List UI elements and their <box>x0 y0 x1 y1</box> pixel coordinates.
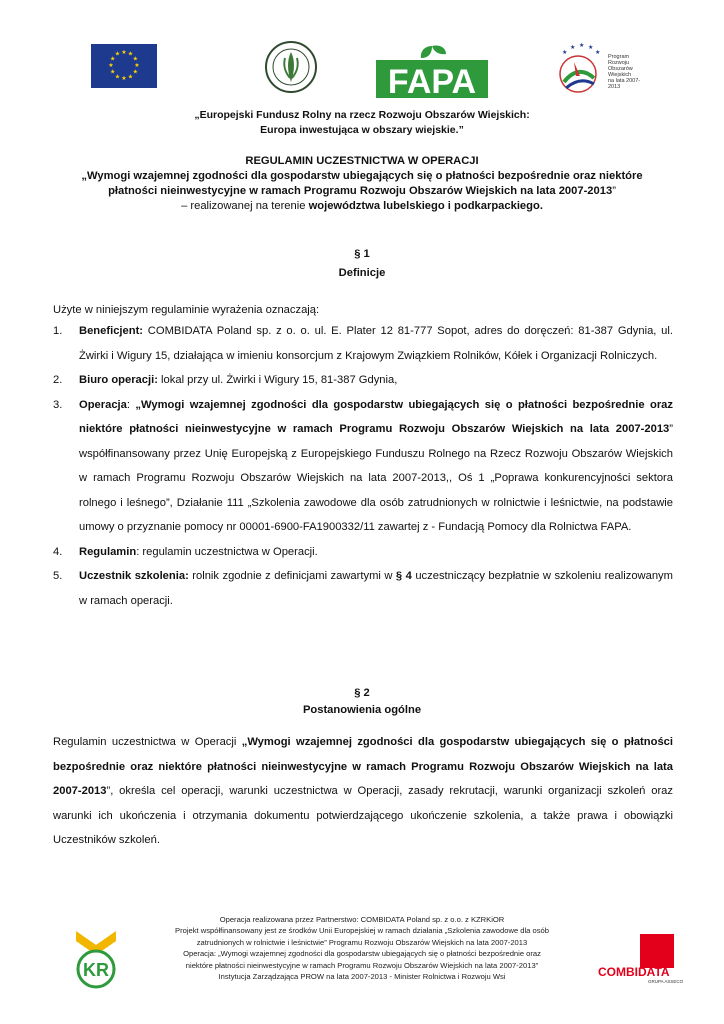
section2-number: § 2 <box>354 687 370 699</box>
svg-text:★: ★ <box>570 44 576 51</box>
prow-logo-text: Program Rozwoju Obszarów Wiejskich na lata 2007-2013 <box>608 54 641 90</box>
fund-slogan-line2: Europa inwestująca w obszary wiejskie.” <box>260 124 464 136</box>
section1-number: § 1 <box>354 248 370 260</box>
definition-term: Regulamin <box>79 545 137 558</box>
fapa-logo <box>376 42 488 101</box>
combidata-logo <box>596 934 684 984</box>
svg-text:★: ★ <box>110 68 116 76</box>
definition-term: Beneficjent: <box>79 325 144 337</box>
footer-text: Operacja realizowana przez Partnerstwo: COMBIDATA Poland sp. z o.o. z KZRKiOR Projekt współfinansowany jest ze środków Unii Europejskiej w ramach działania „Szkolenia zawodowe dla osób zatrudnionych w rolnictwie i leśnictwie” Programu Rozwoju Obszarów Wiejskich na lata 2007-2013 Operacja: „Wymogi wzajemnej zgodności dla gospodarstw ubiegających się o płatności bezpośrednie oraz niektóre płatności nieinwestycyjne w ramach Programu Rozwoju Obszarów Wiejskich na lata 2007-2013” Instytucja Zarządzająca PROW na lata 2007-2013 - Minister Rolnictwa i Rozwoju Wsi <box>175 915 549 982</box>
svg-text:★: ★ <box>588 44 594 51</box>
title-line3: płatności nieinwestycyjne w ramach Programu Rozwoju Obszarów Wiejskich na lata 2007-2013” <box>108 185 616 197</box>
title-line2: „Wymogi wzajemnej zgodności dla gospodarstw ubiegających się o płatności bezpośrednie oraz niektóre <box>81 170 643 182</box>
section1-intro: Użyte w niniejszym regulaminie wyrażenia oznaczają: <box>53 304 320 316</box>
fund-slogan <box>0 108 724 138</box>
svg-text:★: ★ <box>114 73 121 81</box>
section2-paragraph: Regulamin uczestnictwa w Operacji „Wymogi wzajemnej zgodności dla gospodarstw ubiegających się o płatności bezpośrednie oraz niektóre płatności nieinwestycyjne w ramach Programu Rozwoju Obszarów Wiejskich na lata 2007-2013”, określa cel operacji, warunki uczestnictwa w Operacji, zasady rekrutacji, warunki organizacji szkoleń oraz warunki ich ukończenia i otrzymania dokumentu potwierdzającego ukończenie szkolenia, a także prawa i obowiązki Uczestników szkoleń. <box>53 736 673 846</box>
combidata-logo-text: COMBIDATA <box>598 965 670 979</box>
ministry-seal-logo <box>261 40 321 94</box>
svg-text:★: ★ <box>127 73 134 81</box>
definition-term: Uczestnik szkolenia: <box>79 570 189 582</box>
svg-text:★: ★ <box>121 49 127 56</box>
definition-item: 2. Biuro operacji: lokal przy ul. Żwirki i Wigury 15, 81-387 Gdynia, <box>53 374 398 386</box>
title-line4: – realizowanej na terenie województwa lubelskiego i podkarpackiego. <box>181 200 543 212</box>
document-title <box>0 154 724 214</box>
svg-text:★: ★ <box>595 49 601 56</box>
eu-flag-logo <box>91 44 157 88</box>
svg-text:★: ★ <box>579 42 585 49</box>
kr-logo-text: KR <box>83 960 109 980</box>
fund-slogan-line1: „Europejski Fundusz Rolny na rzecz Rozwoju Obszarów Wiejskich: <box>194 109 530 121</box>
fapa-logo-text: FAPA <box>387 63 477 101</box>
definition-term: Operacja <box>79 398 127 411</box>
svg-text:★: ★ <box>127 50 134 58</box>
svg-text:★: ★ <box>562 49 568 56</box>
svg-text:★: ★ <box>134 62 140 69</box>
logo-row <box>0 40 724 100</box>
definition-item: 1. Beneficjent: COMBIDATA Poland sp. z o. o. ul. E. Plater 12 81-777 Sopot, adres do doręczeń: 81-387 Gdynia, ul. Żwirki i Wigury 15, działająca w imieniu konsorcjum z Krajowym Związkiem Rolników, Kółek i Organizacji Rolniczych. <box>53 325 673 362</box>
definition-item: 4. Regulamin: regulamin uczestnictwa w Operacji. <box>53 545 318 558</box>
section2-heading: Postanowienia ogólne <box>302 704 422 716</box>
definition-term: Biuro operacji: <box>79 374 158 386</box>
section1-heading: Definicje <box>338 267 386 279</box>
combidata-sub-text: GRUPA ASSECO <box>648 979 684 984</box>
title-line1: REGULAMIN UCZESTNICTWA W OPERACJI <box>245 155 479 167</box>
svg-text:★: ★ <box>110 55 116 63</box>
svg-text:★: ★ <box>121 75 127 82</box>
svg-text:★: ★ <box>132 55 138 63</box>
definitions-list <box>53 319 673 613</box>
prow-logo <box>552 42 652 98</box>
svg-text:★: ★ <box>108 62 114 69</box>
svg-text:★: ★ <box>132 68 138 76</box>
definition-item: 3. Operacja: „Wymogi wzajemnej zgodności dla gospodarstw ubiegających się o płatności bezpośrednie oraz niektóre płatności nieinwestycyjne w ramach Programu Rozwoju Obszarów Wiejskich na lata 2007-2013” współfinansowany przez Unię Europejską z Europejskiego Funduszu Rolnego na Rzecz Rozwoju Obszarów Wiejskich w ramach Programu Rozwoju Obszarów Wiejskich na lata 2007-2013,, Oś 1 „Poprawa konkurencyjności sektora rolnego i leśnego”, Działanie 111 „Szkolenia zawodowe dla osób zatrudnionych w rolnictwie i leśnictwie, na podstawie umowy o przyznanie pomocy nr 00001-6900-FA1900332/11 zawartej z - Fundacją Pomocy dla Rolnictwa FAPA. <box>53 398 674 533</box>
svg-text:★: ★ <box>114 50 121 58</box>
definition-item: 5. Uczestnik szkolenia: rolnik zgodnie z definicjami zawartymi w § 4 uczestniczący bezpłatnie w szkoleniu realizowanym w ramach operacji. <box>53 570 673 607</box>
